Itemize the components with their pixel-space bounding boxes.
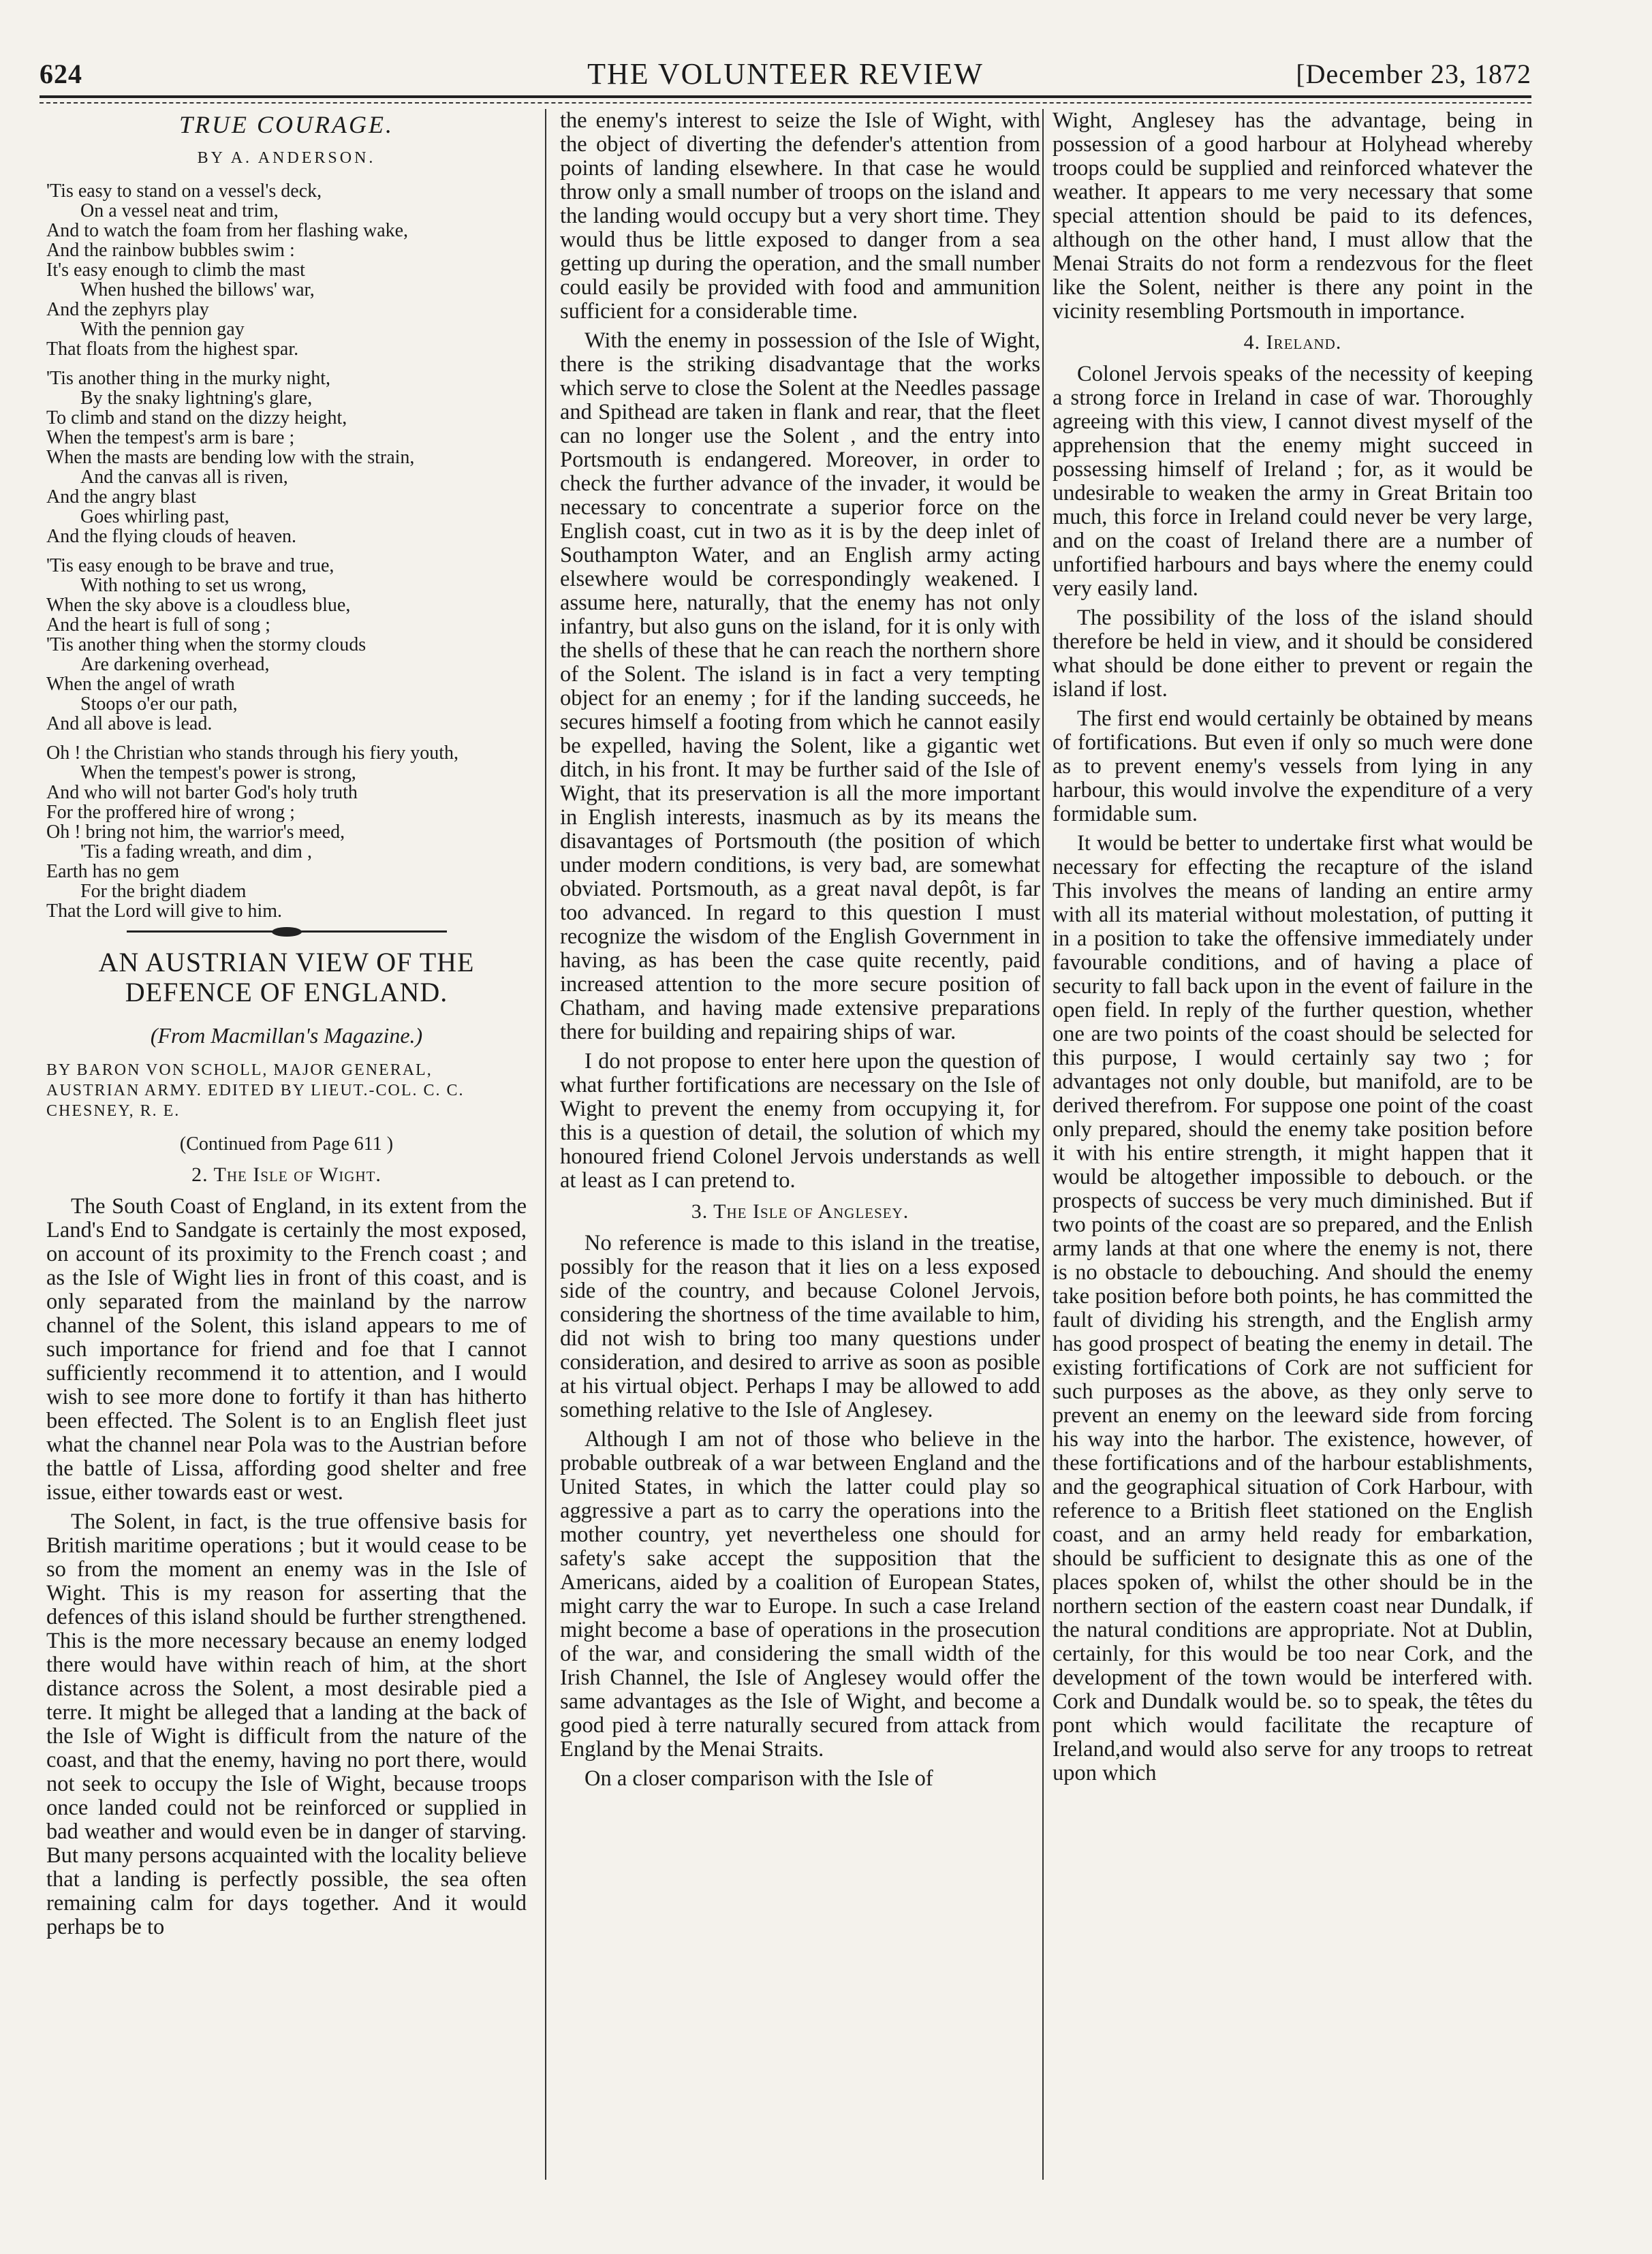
poem-line: Are darkening overhead, bbox=[80, 654, 270, 675]
paragraph: I do not propose to enter here upon the question of what further fortifications are necessary on the Isle of Wight to prevent the enemy from occupying it, for this is a question of detail, the solution of which my honoured friend Colonel Jervois understands as well at least as I can pretend to. bbox=[560, 1049, 1040, 1193]
poem-line: And the canvas all is riven, bbox=[80, 467, 288, 488]
poem-line: And the zephyrs play bbox=[46, 299, 209, 320]
article-source: (From Macmillan's Magazine.) bbox=[150, 1023, 423, 1048]
section-heading-ireland: 4. Ireland. bbox=[1243, 331, 1342, 354]
article-title: AN AUSTRIAN VIEW OF THE DEFENCE OF ENGLAND. bbox=[98, 947, 475, 1007]
poem-line: And all above is lead. bbox=[46, 713, 213, 734]
poem-line: With nothing to set us wrong, bbox=[80, 575, 307, 596]
poem-line: When the masts are bending low with the strain, bbox=[46, 447, 415, 468]
poem-line: Stoops o'er our path, bbox=[80, 693, 238, 715]
poem-line: And to watch the foam from her flashing wake, bbox=[46, 220, 409, 241]
poem-line: 'Tis another thing when the stormy clouds bbox=[46, 634, 367, 655]
paragraph: The first end would certainly be obtained by means of fortifications. But even if only so much were done as to prevent enemy's vessels from lying in any harbour, this would involve the expenditure of a very formidable sum. bbox=[1053, 706, 1533, 826]
poem-line: It's easy enough to climb the mast bbox=[46, 260, 305, 281]
poem-line: And the flying clouds of heaven. bbox=[46, 526, 297, 547]
poem-line: When hushed the billows' war, bbox=[80, 279, 315, 300]
publication-title: THE VOLUNTEER REVIEW bbox=[587, 57, 984, 91]
poem-line: Earth has no gem bbox=[46, 861, 180, 882]
poem-line: On a vessel neat and trim, bbox=[80, 200, 279, 221]
poem-title: TRUE COURAGE. bbox=[179, 111, 394, 138]
poem-line: When the tempest's arm is bare ; bbox=[46, 427, 295, 448]
column-divider-1 bbox=[545, 109, 546, 2180]
paragraph: The South Coast of England, in its extent from the Land's End to Sandgate is certainly the most exposed, on account of its proximity to the French coast ; and as the Isle of Wight lies in front of this coast, and is only separated from the mainland by the narrow channel of the Solent, this island appears to me of such importance for friend and foe that I cannot sufficiently recommend it to attention, and I would wish to see more done to fortify it than has hitherto been effected. The Solent is to an English fleet just what the channel near Pola was to the Austrian before the battle of Lissa, affording good shelter and free issue, either towards east or west. bbox=[46, 1194, 527, 1505]
paragraph: Wight, Anglesey has the advantage, being in possession of a good harbour at Holyhead whereby troops could be supplied and reinforced whatever the weather. It appears to me very necessary that some special attention should be paid to its defences, although on the other hand, I must allow that the Menai Straits do not form a rendezvous for the fleet like the Solent, neither is there any point in the vicinity resembling Portsmouth in importance. bbox=[1053, 109, 1533, 324]
paragraph: It would be better to undertake first what would be necessary for effecting the recapture of the island This involves the means of landing an entire army with all its material without molestation, of putting it in a position to take the offensive immediately under favourable conditions, and of having a place of security to fall back upon in the event of failure in the open field. In reply of the further question, whether one are two points of the coast should be selected for this purpose, I would certainly say two ; for advantages not only double, but manifold, are to be derived therefrom. For suppose one point of the coast only prepared, should the enemy take position before it with his entire strength, it might happen that it would be altogether impossible to debouch. or the prospects of success be very much diminished. But if two points of the coast are so prepared, and the Enlish army lands at that one where the enemy is not, there is no obstacle to debouching. And should the enemy take position before both points, he has committed the fault of dividing his strength, and the English army has good prospect of beating the enemy in detail. The existing fortifications of Cork are not sufficient for such purposes as the above, as they only serve to prevent an enemy on the leeward side from forcing his way into the harbor. The existence, however, of these fortifications and of the harbour establishments, and the geographical situation of Cork Harbour, with reference to a British fleet stationed on the English coast, and an army held ready for embarkation, should be sufficient to designate this as one of the places spoken of, whilst the other should be in the northern section of the eastern coast near Dundalk, if the natural conditions are appropriate. Not at Dublin, certainly, for this would be too near Cork, and the development of the town would be interfered with. Cork and Dundalk would be. so to speak, the têtes du pont which would facilitate the recapture of Ireland,and would also serve for any troops to retreat upon which bbox=[1053, 831, 1533, 1785]
poem-stanza bbox=[46, 369, 527, 546]
poem-line: That floats from the highest spar. bbox=[46, 339, 299, 360]
column-2 bbox=[560, 109, 1040, 2180]
poem-line: And the heart is full of song ; bbox=[46, 614, 270, 636]
poem-stanza bbox=[46, 743, 527, 921]
poem-line: When the tempest's power is strong, bbox=[80, 762, 356, 783]
poem-stanza bbox=[46, 181, 527, 359]
poem-line: For the proffered hire of wrong ; bbox=[46, 802, 295, 823]
poem-line: Oh ! bring not him, the warrior's meed, bbox=[46, 821, 345, 843]
section-heading-isle-of-wight: 2. The Isle of Wight. bbox=[191, 1163, 381, 1186]
poem-line: Oh ! the Christian who stands through his fiery youth, bbox=[46, 742, 459, 764]
poem-stanza bbox=[46, 556, 527, 734]
poem-line: When the sky above is a cloudless blue, bbox=[46, 595, 351, 616]
poem-line: And who will not barter God's holy truth bbox=[46, 782, 358, 803]
continued-note: (Continued from Page 611 ) bbox=[179, 1133, 394, 1155]
poem-line: To climb and stand on the dizzy height, bbox=[46, 407, 347, 428]
header-rule bbox=[40, 95, 1531, 98]
column-divider-2 bbox=[1042, 109, 1044, 2180]
poem-line: 'Tis easy enough to be brave and true, bbox=[46, 555, 334, 576]
poem-line: By the snaky lightning's glare, bbox=[80, 388, 313, 409]
poem-line: 'Tis another thing in the murky night, bbox=[46, 368, 331, 389]
paragraph: Colonel Jervois speaks of the necessity of keeping a strong force in Ireland in case of war. Thoroughly agreeing with this view, I cannot divest myself of the apprehension that the enemy might succeed in possessing himself of Ireland ; for, as it would be undesirable to weaken the army in Great Britain too much, this force in Ireland could never be very large, and on the coast of Ireland there are a number of unfortified harbours and bays where the enemy could very easily land. bbox=[1053, 362, 1533, 601]
section-divider bbox=[127, 930, 447, 933]
paragraph: With the enemy in possession of the Isle of Wight, there is the striking disadvantage that the works which serve to close the Solent at the Needles passage and Spithead are taken in flank and rear, that the fleet can no longer use the Solent , and the entry into Portsmouth is endangered. Moreover, in order to check the further advance of the invader, it would be necessary to concentrate a superior force on the English coast, cut in two as it is by the deep inlet of Southampton Water, and an English army acting elsewhere would be correspondingly weakened. I assume here, naturally, that the enemy has not only infantry, but also guns on the island, for it is only with the shells of these that he can reach the northern shore of the Solent. The island is in fact a very tempting object for an enemy ; for if the landing succeeds, he secures himself a footing from which he cannot easily be expelled, having the Solent, like a gigantic wet ditch, in his front. It may be further said of the Isle of Wight, that its preservation is all the more important in English interests, inasmuch as by its means the disavantages of Portsmouth (the position of which under modern conditions, is very bad, are somewhat obviated. Portsmouth, as a great naval depôt, is far too advanced. In regard to this question I must recognize the wisdom of the English Government in having, as has been the case quite recently, paid increased attention to the more secure position of Chatham, and having made extensive preparations there for building and repairing ships of war. bbox=[560, 328, 1040, 1044]
poem-line: Goes whirling past, bbox=[80, 506, 230, 527]
paragraph: On a closer comparison with the Isle of bbox=[585, 1766, 933, 1791]
issue-date: [December 23, 1872 bbox=[1296, 59, 1531, 89]
poem-line: When the angel of wrath bbox=[46, 674, 235, 695]
page-header bbox=[40, 53, 1531, 95]
poem-line: That the Lord will give to him. bbox=[46, 901, 283, 922]
paragraph: No reference is made to this island in the treatise, possibly for the reason that it lies on a less exposed side of the country, and because Colonel Jervois, considering the shortness of the time available to him, did not wish to bring too many questions under consideration, and desired to arrive as soon as posible at his virtual object. Perhaps I may be allowed to add something relative to the Isle of Anglesey. bbox=[560, 1231, 1040, 1422]
section-heading-anglesey: 3. The Isle of Anglesey. bbox=[691, 1200, 909, 1223]
page-number: 624 bbox=[40, 59, 82, 89]
poem-byline: BY A. ANDERSON. bbox=[197, 149, 376, 167]
paragraph: The Solent, in fact, is the true offensive basis for British maritime operations ; but it would cease to be so from the moment an enemy was in the Isle of Wight. This is my reason for asserting that the defences of this island should be further strengthened. This is the more necessary because an enemy lodged there would have within reach of him, at the short distance across the Solent, a most desirable pied a terre. It might be alleged that a landing at the back of the Isle of Wight is difficult from the nature of the coast, and that the enemy, having no port there, would not seek to occupy the Isle of Wight, because troops once landed could not be reinforced or supplied in bad weather and would even be in danger of starving. But many persons acquainted with the locality believe that a landing is perfectly possible, the sea often remaining calm for days together. And it would perhaps be to bbox=[46, 1509, 527, 1939]
column-3 bbox=[1053, 109, 1533, 2180]
column-1 bbox=[46, 109, 527, 2180]
poem-line: And the rainbow bubbles swim : bbox=[46, 240, 295, 261]
paragraph: Although I am not of those who believe in the probable outbreak of a war between England and the United States, in which the latter could play so aggressive a part as to carry the operations into the mother country, yet nevertheless one should for safety's sake accept the supposition that the Americans, aided by a coalition of European States, might carry the war to Europe. In such a case Ireland might become a base of operations in the prosecution of the war, and considering the small width of the Irish Channel, the Isle of Anglesey would offer the same advantages as the Isle of Wight, and become a good pied à terre naturally secured from attack from England by the Menai Straits. bbox=[560, 1427, 1040, 1762]
article-authors: BY BARON VON SCHOLL, MAJOR GENERAL, AUSTRIAN ARMY. EDITED BY LIEUT.-COL. C. C. CHESNEY, R. E. bbox=[46, 1061, 465, 1120]
poem-stanza bbox=[46, 181, 527, 921]
poem-line: With the pennion gay bbox=[80, 319, 245, 340]
poem-line: And the angry blast bbox=[46, 486, 197, 507]
header-rule-dashed bbox=[40, 102, 1531, 104]
poem-line: 'Tis easy to stand on a vessel's deck, bbox=[46, 181, 322, 202]
paragraph: The possibility of the loss of the island should therefore be held in view, and it should be considered what should be done either to prevent or regain the island if lost. bbox=[1053, 606, 1533, 702]
paragraph: the enemy's interest to seize the Isle of Wight, with the object of diverting the defender's attention from points of landing elsewhere. In that case he would throw only a small number of troops on the island and the landing would occupy but a very short time. They would thus be little exposed to danger from a sea getting up during the operation, and the small number could easily be provided with food and ammunition sufficient for a considerable time. bbox=[560, 109, 1040, 324]
poem-line: 'Tis a fading wreath, and dim , bbox=[80, 841, 312, 862]
poem-line: For the bright diadem bbox=[80, 881, 247, 902]
